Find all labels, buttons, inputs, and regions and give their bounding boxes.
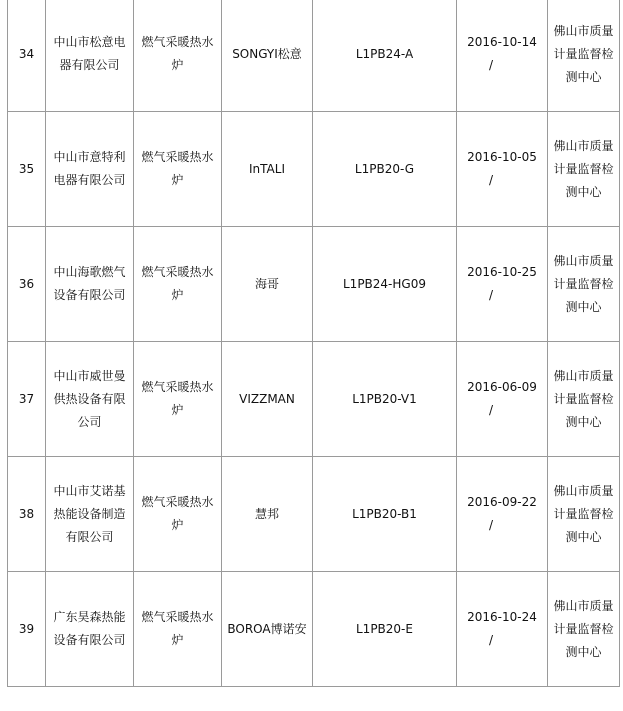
testing-agency-cell: 佛山市质量计量监督检测中心 [548, 572, 620, 687]
brand-cell: 海哥 [222, 227, 313, 342]
product-cell: 燃气采暖热水炉 [134, 457, 222, 572]
date-note: / [489, 518, 494, 532]
serial-number-cell: 35 [8, 112, 46, 227]
date-note: / [489, 173, 494, 187]
company-cell: 中山市威世曼供热设备有限公司 [46, 342, 134, 457]
table-row [8, 342, 620, 457]
company-cell: 中山市艾诺基热能设备制造有限公司 [46, 457, 134, 572]
brand-cell: 慧邦 [222, 457, 313, 572]
company-cell: 中山市松意电器有限公司 [46, 0, 134, 112]
production-date: 2016-10-25 [467, 265, 537, 279]
inspection-results-table [7, 0, 620, 687]
product-cell: 燃气采暖热水炉 [134, 342, 222, 457]
table-row [8, 0, 620, 112]
model-cell: L1PB20-V1 [313, 342, 457, 457]
testing-agency-cell: 佛山市质量计量监督检测中心 [548, 342, 620, 457]
product-cell: 燃气采暖热水炉 [134, 572, 222, 687]
brand-cell: VIZZMAN [222, 342, 313, 457]
company-cell: 中山海歌燃气设备有限公司 [46, 227, 134, 342]
table-row [8, 457, 620, 572]
serial-number-cell: 34 [8, 0, 46, 112]
date-note: / [489, 58, 494, 72]
model-cell: L1PB24-HG09 [313, 227, 457, 342]
serial-number-cell: 36 [8, 227, 46, 342]
table-row [8, 112, 620, 227]
brand-cell: InTALI [222, 112, 313, 227]
date-note: / [489, 403, 494, 417]
production-date: 2016-10-14 [467, 35, 537, 49]
production-date-cell [457, 227, 548, 342]
production-date-cell [457, 112, 548, 227]
production-date-cell [457, 457, 548, 572]
table-body [8, 0, 620, 687]
brand-cell: BOROA博诺安 [222, 572, 313, 687]
product-cell: 燃气采暖热水炉 [134, 227, 222, 342]
model-cell: L1PB20-E [313, 572, 457, 687]
product-cell: 燃气采暖热水炉 [134, 0, 222, 112]
production-date-cell [457, 572, 548, 687]
date-note: / [489, 633, 494, 647]
company-cell: 广东昊森热能设备有限公司 [46, 572, 134, 687]
testing-agency-cell: 佛山市质量计量监督检测中心 [548, 227, 620, 342]
model-cell: L1PB20-B1 [313, 457, 457, 572]
production-date: 2016-09-22 [467, 495, 537, 509]
production-date: 2016-10-24 [467, 610, 537, 624]
testing-agency-cell: 佛山市质量计量监督检测中心 [548, 112, 620, 227]
product-cell: 燃气采暖热水炉 [134, 112, 222, 227]
table-row [8, 227, 620, 342]
date-note: / [489, 288, 494, 302]
model-cell: L1PB20-G [313, 112, 457, 227]
brand-cell: SONGYI松意 [222, 0, 313, 112]
serial-number-cell: 38 [8, 457, 46, 572]
serial-number-cell: 37 [8, 342, 46, 457]
testing-agency-cell: 佛山市质量计量监督检测中心 [548, 457, 620, 572]
production-date-cell [457, 0, 548, 112]
model-cell: L1PB24-A [313, 0, 457, 112]
production-date: 2016-06-09 [467, 380, 537, 394]
testing-agency-cell: 佛山市质量计量监督检测中心 [548, 0, 620, 112]
production-date-cell [457, 342, 548, 457]
serial-number-cell: 39 [8, 572, 46, 687]
production-date: 2016-10-05 [467, 150, 537, 164]
table-row [8, 572, 620, 687]
company-cell: 中山市意特利电器有限公司 [46, 112, 134, 227]
